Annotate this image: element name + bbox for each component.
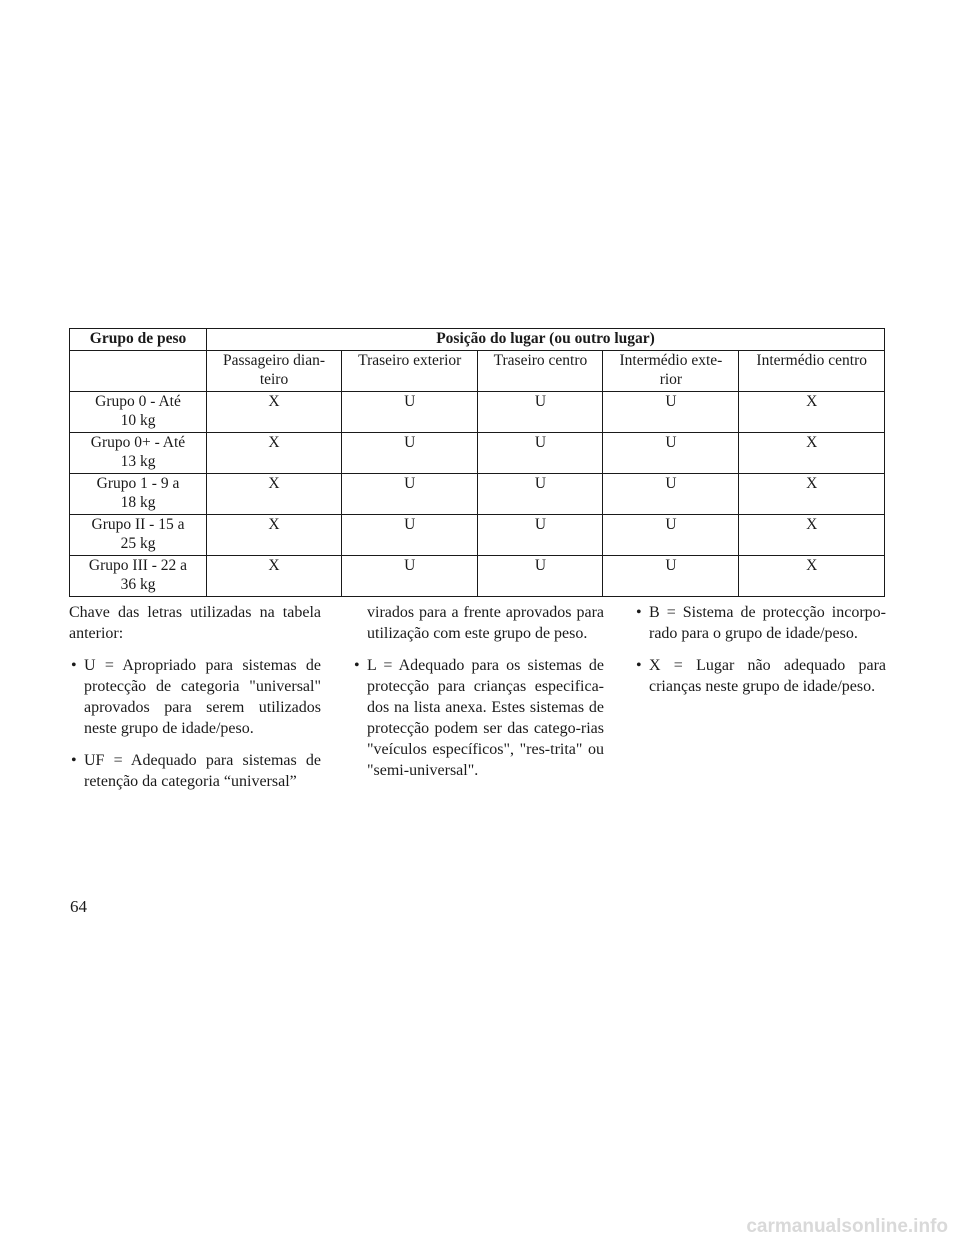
table-cell: X <box>207 515 342 556</box>
column-header: Traseiro exterior <box>342 351 478 392</box>
table-cell: U <box>603 515 739 556</box>
legend-item-uf: • UF = Adequado para sistemas de retenção da categoria “universal” <box>71 752 321 790</box>
table-cell: X <box>207 474 342 515</box>
table-cell: U <box>342 515 478 556</box>
subheader-empty <box>70 351 207 392</box>
table-row <box>70 556 885 597</box>
table-cell: U <box>342 556 478 597</box>
table-subheader-row <box>70 351 885 392</box>
table-row <box>70 392 885 433</box>
bullet: • <box>71 752 77 769</box>
weight-group-cell: Grupo 0+ - Até 13 kg <box>70 433 207 474</box>
legend-column-1 <box>69 602 321 803</box>
table-cell: U <box>342 392 478 433</box>
bullet: • <box>71 657 77 674</box>
table-cell: U <box>603 556 739 597</box>
table-cell: X <box>739 556 885 597</box>
legend-list <box>352 602 604 781</box>
table-header-row <box>70 329 885 351</box>
legend-intro: Chave das letras utilizadas na tabela anterior: <box>69 604 321 642</box>
legend-list <box>634 602 886 697</box>
weight-group-cell: Grupo II - 15 a 25 kg <box>70 515 207 556</box>
header-weight-group: Grupo de peso <box>70 329 207 351</box>
table-cell: U <box>478 515 603 556</box>
child-seat-table <box>69 328 885 597</box>
weight-group-cell: Grupo III - 22 a 36 kg <box>70 556 207 597</box>
column-header: Traseiro centro <box>478 351 603 392</box>
legend-item-u: • U = Apropriado para sistemas de protecção de categoria "universal" aprovados para serem utilizados neste grupo de idade/peso. <box>71 657 321 737</box>
table-cell: X <box>739 392 885 433</box>
table-cell: U <box>603 392 739 433</box>
table-cell: X <box>207 392 342 433</box>
table-cell: X <box>739 474 885 515</box>
table-cell: U <box>342 433 478 474</box>
table-cell: X <box>739 433 885 474</box>
legend-item-l: • L = Adequado para os sistemas de protecção para crianças especifica-dos na lista anexa. Estes sistemas de protecção podem ser das catego-rias "veículos específicos", "res-trita" ou "semi-universal". <box>354 657 604 779</box>
table-cell: X <box>739 515 885 556</box>
legend-item-b: • B = Sistema de protecção incorpo-rado para o grupo de idade/peso. <box>636 604 886 642</box>
column-header: Intermédio centro <box>739 351 885 392</box>
table-cell: U <box>478 474 603 515</box>
table-cell: X <box>207 556 342 597</box>
legend-list <box>69 655 321 792</box>
table-cell: U <box>603 433 739 474</box>
bullet: • <box>636 604 642 621</box>
legend-column-3 <box>634 602 886 708</box>
legend-column-2 <box>352 602 604 792</box>
table-cell: X <box>207 433 342 474</box>
page-number: 64 <box>70 897 87 916</box>
table-cell: U <box>342 474 478 515</box>
bullet: • <box>354 657 360 674</box>
table-cell: U <box>478 556 603 597</box>
table-row <box>70 515 885 556</box>
watermark: carmanualsonline.info <box>746 1216 948 1237</box>
legend-item-uf-continued: virados para a frente aprovados para utilização com este grupo de peso. <box>367 604 604 642</box>
legend-item-x: • X = Lugar não adequado para crianças neste grupo de idade/peso. <box>636 657 886 695</box>
table-cell: U <box>478 433 603 474</box>
bullet: • <box>636 657 642 674</box>
weight-group-cell: Grupo 0 - Até 10 kg <box>70 392 207 433</box>
column-header: Intermédio exte- rior <box>603 351 739 392</box>
header-seat-position: Posição do lugar (ou outro lugar) <box>207 329 885 351</box>
table-cell: U <box>603 474 739 515</box>
weight-group-cell: Grupo 1 - 9 a 18 kg <box>70 474 207 515</box>
table-row <box>70 433 885 474</box>
table-cell: U <box>478 392 603 433</box>
table-row <box>70 474 885 515</box>
column-header: Passageiro dian- teiro <box>207 351 342 392</box>
